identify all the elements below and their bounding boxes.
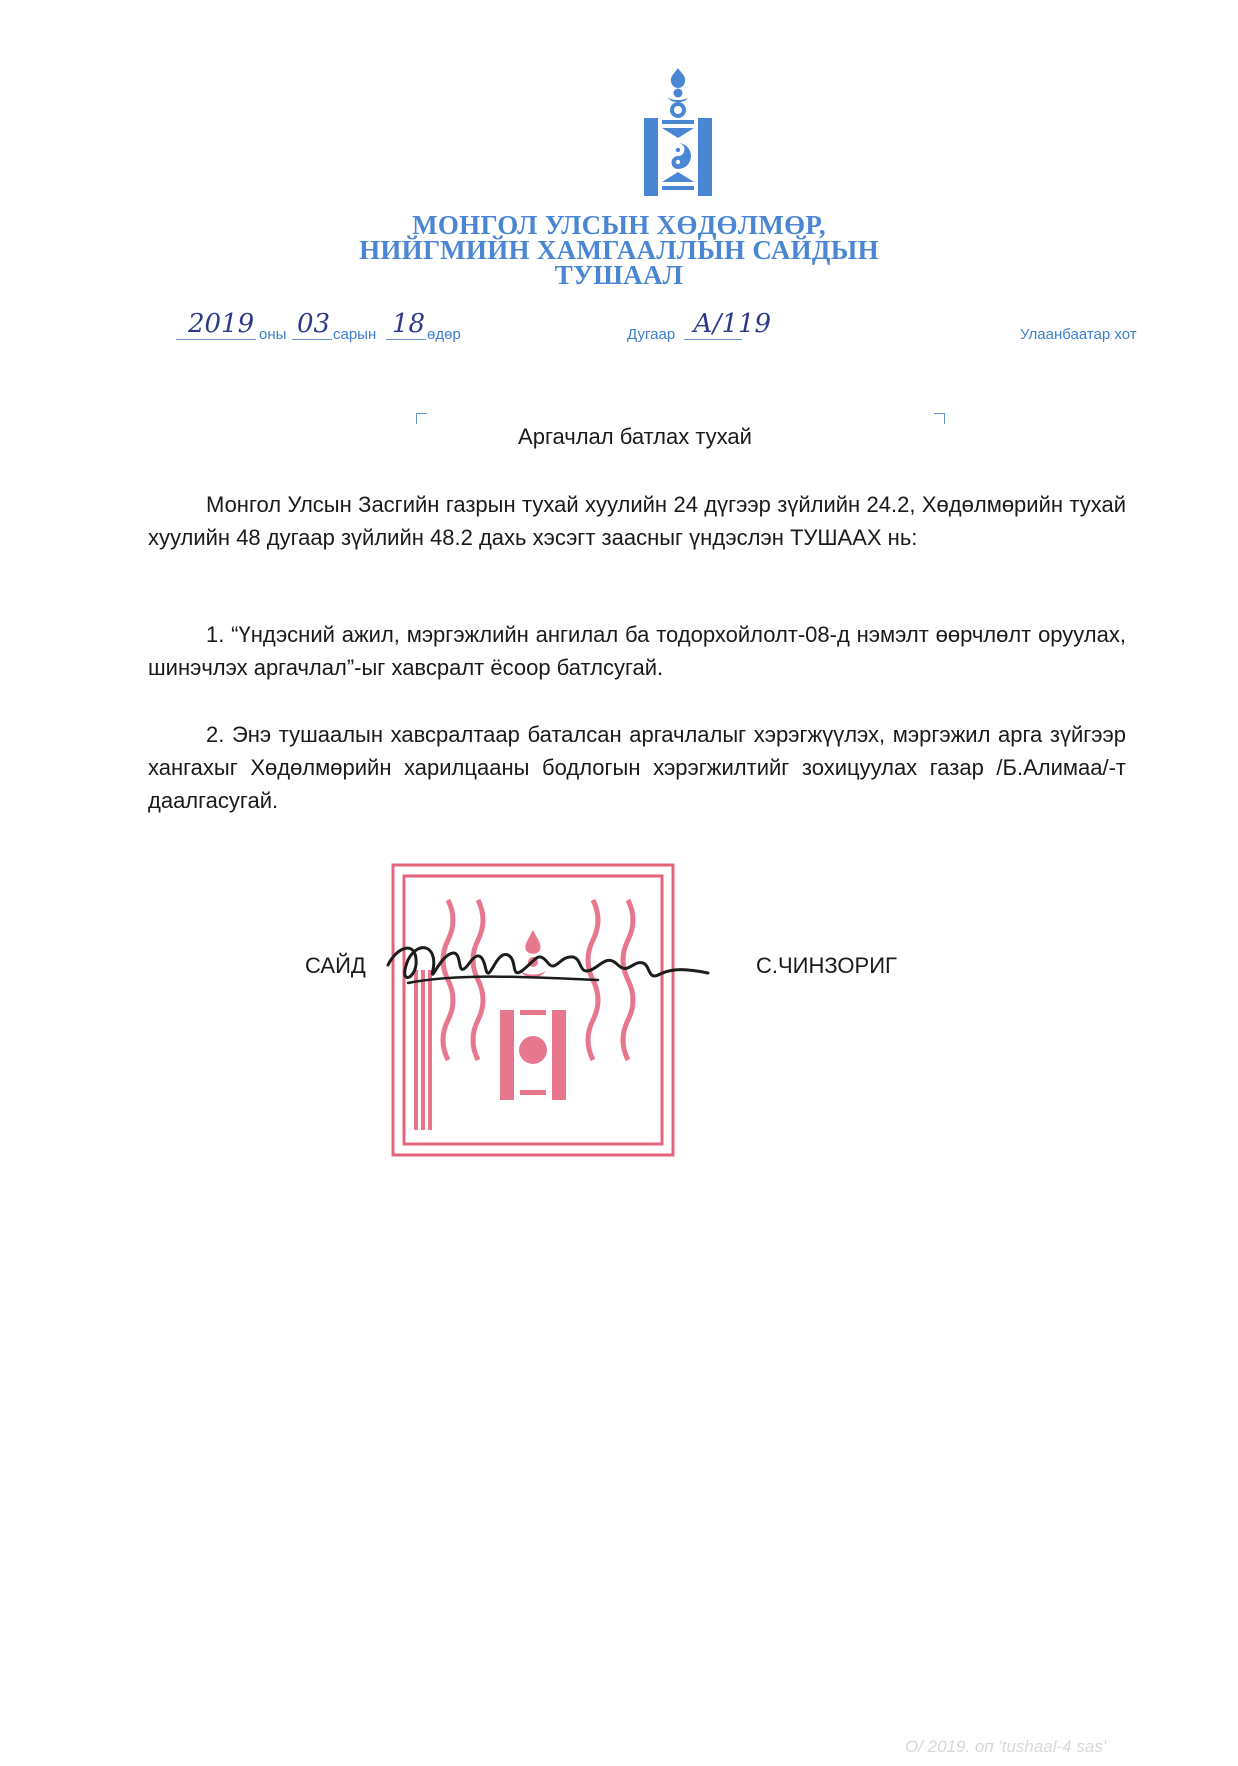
date-day: 18 xyxy=(392,309,426,339)
handwritten-signature xyxy=(378,925,718,1000)
day-underline xyxy=(386,339,426,340)
month-suffix: сарын xyxy=(333,326,377,343)
minister-name: С.ЧИНЗОРИГ xyxy=(756,953,897,978)
number-underline xyxy=(684,339,742,340)
item-1-text: 1. “Үндэсний ажил, мэргэжлийн ангилал ба тодорхойлолт-08-д нэмэлт өөрчлөлт оруулах, шинэчлэх аргачлал”-ыг хавсралт ёсоор батлсугай. xyxy=(148,622,1126,680)
date-month: 03 xyxy=(297,309,331,339)
soyombo-emblem-icon xyxy=(640,66,716,198)
item-2-paragraph xyxy=(148,718,1126,817)
month-underline xyxy=(292,339,332,340)
order-subject: Аргачлал батлах тухай xyxy=(518,424,752,449)
date-year: 2019 xyxy=(188,309,255,339)
preamble-paragraph xyxy=(148,488,1126,554)
item-2-text: 2. Энэ тушаалын хавсралтаар баталсан аргачлалыг хэрэгжүүлэх, мэргэжил арга зүйгээр хангахыг Хөдөлмөрийн харилцааны бодлогын хэрэгжилтийг зохицуулах газар /Б.Алимаа/-т даалгасугай. xyxy=(148,722,1126,813)
ministry-title-line1: МОНГОЛ УЛСЫН ХӨДӨЛМӨР, xyxy=(412,210,826,240)
subject-corner-right xyxy=(934,413,945,424)
subject-corner-left xyxy=(416,413,427,424)
minister-title: САЙД xyxy=(305,953,366,978)
ministry-title-line3: ТУШААЛ xyxy=(554,260,684,290)
preamble-text: Монгол Улсын Засгийн газрын тухай хуулийн 24 дүгээр зүйлийн 24.2, Хөдөлмөрийн тухай хуулийн 48 дугаар зүйлийн 48.2 дахь хэсэгт заасныг үндэслэн ТУШААХ нь: xyxy=(148,492,1126,550)
order-number: А/119 xyxy=(693,309,772,339)
footer-file-note: О/ 2019. оп 'tushaal-4 sas' xyxy=(905,1737,1107,1756)
ministry-title-line2: НИЙГМИЙН ХАМГААЛЛЫН САЙДЫН xyxy=(359,235,879,265)
city-label: Улаанбаатар хот xyxy=(1020,326,1137,343)
day-suffix: өдөр xyxy=(427,326,461,343)
item-1-paragraph xyxy=(148,618,1126,684)
number-label: Дугаар xyxy=(627,326,676,343)
year-underline xyxy=(176,339,256,340)
official-seal-stamp xyxy=(388,860,678,1160)
year-suffix: оны xyxy=(259,326,287,343)
